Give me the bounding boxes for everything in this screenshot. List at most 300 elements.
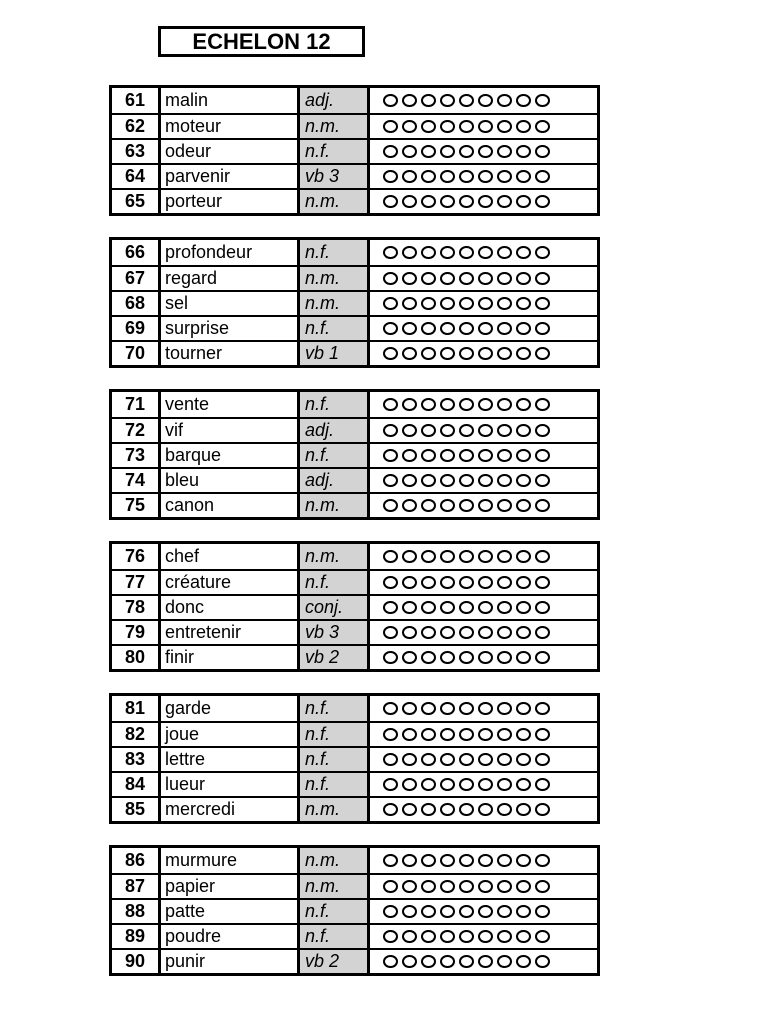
empty-circle-icon[interactable] <box>459 120 474 133</box>
empty-circle-icon[interactable] <box>383 702 398 715</box>
vocabulary-word: regard <box>161 267 300 290</box>
empty-circle-icon[interactable] <box>440 272 455 285</box>
empty-circle-icon[interactable] <box>516 347 531 360</box>
empty-circle-icon[interactable] <box>440 576 455 589</box>
empty-circle-icon[interactable] <box>440 905 455 918</box>
empty-circle-icon[interactable] <box>478 880 493 893</box>
empty-circle-icon[interactable] <box>459 930 474 943</box>
empty-circle-icon[interactable] <box>440 930 455 943</box>
empty-circle-icon[interactable] <box>478 297 493 310</box>
empty-circle-icon[interactable] <box>497 322 512 335</box>
circle-track <box>370 646 597 669</box>
empty-circle-icon[interactable] <box>459 297 474 310</box>
vocabulary-word: poudre <box>161 925 300 948</box>
empty-circle-icon[interactable] <box>516 576 531 589</box>
empty-circle-icon[interactable] <box>459 170 474 183</box>
empty-circle-icon[interactable] <box>478 854 493 867</box>
empty-circle-icon[interactable] <box>440 449 455 462</box>
empty-circle-icon[interactable] <box>383 601 398 614</box>
empty-circle-icon[interactable] <box>459 702 474 715</box>
empty-circle-icon[interactable] <box>497 120 512 133</box>
empty-circle-icon[interactable] <box>459 272 474 285</box>
empty-circle-icon[interactable] <box>459 880 474 893</box>
empty-circle-icon[interactable] <box>478 170 493 183</box>
empty-circle-icon[interactable] <box>459 753 474 766</box>
vocabulary-word: mercredi <box>161 798 300 821</box>
circle-track <box>370 267 597 290</box>
empty-circle-icon[interactable] <box>440 297 455 310</box>
circle-track <box>370 115 597 138</box>
empty-circle-icon[interactable] <box>421 854 436 867</box>
empty-circle-icon[interactable] <box>421 297 436 310</box>
empty-circle-icon[interactable] <box>459 424 474 437</box>
empty-circle-icon[interactable] <box>383 195 398 208</box>
empty-circle-icon[interactable] <box>478 145 493 158</box>
empty-circle-icon[interactable] <box>535 930 550 943</box>
empty-circle-icon[interactable] <box>402 626 417 639</box>
empty-circle-icon[interactable] <box>516 930 531 943</box>
empty-circle-icon[interactable] <box>440 880 455 893</box>
empty-circle-icon[interactable] <box>535 499 550 512</box>
empty-circle-icon[interactable] <box>535 550 550 563</box>
empty-circle-icon[interactable] <box>535 753 550 766</box>
empty-circle-icon[interactable] <box>459 651 474 664</box>
empty-circle-icon[interactable] <box>402 322 417 335</box>
empty-circle-icon[interactable] <box>497 297 512 310</box>
empty-circle-icon[interactable] <box>516 854 531 867</box>
empty-circle-icon[interactable] <box>402 880 417 893</box>
empty-circle-icon[interactable] <box>459 854 474 867</box>
empty-circle-icon[interactable] <box>497 803 512 816</box>
empty-circle-icon[interactable] <box>421 246 436 259</box>
empty-circle-icon[interactable] <box>383 246 398 259</box>
vocabulary-word: vente <box>161 392 300 417</box>
empty-circle-icon[interactable] <box>402 347 417 360</box>
empty-circle-icon[interactable] <box>402 246 417 259</box>
empty-circle-icon[interactable] <box>421 195 436 208</box>
empty-circle-icon[interactable] <box>440 550 455 563</box>
empty-circle-icon[interactable] <box>459 474 474 487</box>
empty-circle-icon[interactable] <box>497 880 512 893</box>
empty-circle-icon[interactable] <box>440 854 455 867</box>
empty-circle-icon[interactable] <box>497 272 512 285</box>
empty-circle-icon[interactable] <box>516 449 531 462</box>
empty-circle-icon[interactable] <box>440 195 455 208</box>
empty-circle-icon[interactable] <box>516 195 531 208</box>
empty-circle-icon[interactable] <box>421 272 436 285</box>
empty-circle-icon[interactable] <box>383 272 398 285</box>
empty-circle-icon[interactable] <box>421 905 436 918</box>
empty-circle-icon[interactable] <box>478 955 493 968</box>
empty-circle-icon[interactable] <box>535 195 550 208</box>
empty-circle-icon[interactable] <box>516 702 531 715</box>
empty-circle-icon[interactable] <box>402 398 417 411</box>
empty-circle-icon[interactable] <box>459 905 474 918</box>
empty-circle-icon[interactable] <box>535 120 550 133</box>
empty-circle-icon[interactable] <box>440 322 455 335</box>
vocabulary-word: profondeur <box>161 240 300 265</box>
item-number: 78 <box>112 596 161 619</box>
empty-circle-icon[interactable] <box>535 728 550 741</box>
empty-circle-icon[interactable] <box>516 272 531 285</box>
empty-circle-icon[interactable] <box>402 854 417 867</box>
empty-circle-icon[interactable] <box>383 803 398 816</box>
empty-circle-icon[interactable] <box>421 449 436 462</box>
empty-circle-icon[interactable] <box>497 753 512 766</box>
empty-circle-icon[interactable] <box>402 474 417 487</box>
empty-circle-icon[interactable] <box>402 702 417 715</box>
empty-circle-icon[interactable] <box>535 322 550 335</box>
empty-circle-icon[interactable] <box>535 601 550 614</box>
circle-track <box>370 596 597 619</box>
empty-circle-icon[interactable] <box>497 246 512 259</box>
empty-circle-icon[interactable] <box>478 778 493 791</box>
empty-circle-icon[interactable] <box>497 499 512 512</box>
empty-circle-icon[interactable] <box>459 778 474 791</box>
empty-circle-icon[interactable] <box>402 728 417 741</box>
empty-circle-icon[interactable] <box>497 930 512 943</box>
vocabulary-word: créature <box>161 571 300 594</box>
empty-circle-icon[interactable] <box>402 803 417 816</box>
empty-circle-icon[interactable] <box>535 246 550 259</box>
empty-circle-icon[interactable] <box>421 94 436 107</box>
empty-circle-icon[interactable] <box>478 120 493 133</box>
empty-circle-icon[interactable] <box>402 905 417 918</box>
empty-circle-icon[interactable] <box>497 905 512 918</box>
empty-circle-icon[interactable] <box>516 499 531 512</box>
empty-circle-icon[interactable] <box>383 120 398 133</box>
empty-circle-icon[interactable] <box>478 905 493 918</box>
empty-circle-icon[interactable] <box>535 297 550 310</box>
table-row <box>112 138 597 163</box>
empty-circle-icon[interactable] <box>516 803 531 816</box>
empty-circle-icon[interactable] <box>478 94 493 107</box>
empty-circle-icon[interactable] <box>402 955 417 968</box>
empty-circle-icon[interactable] <box>516 550 531 563</box>
empty-circle-icon[interactable] <box>383 347 398 360</box>
part-of-speech: n.f. <box>300 900 370 923</box>
empty-circle-icon[interactable] <box>516 322 531 335</box>
empty-circle-icon[interactable] <box>478 930 493 943</box>
empty-circle-icon[interactable] <box>497 170 512 183</box>
empty-circle-icon[interactable] <box>516 297 531 310</box>
empty-circle-icon[interactable] <box>440 347 455 360</box>
empty-circle-icon[interactable] <box>402 195 417 208</box>
empty-circle-icon[interactable] <box>421 803 436 816</box>
empty-circle-icon[interactable] <box>383 880 398 893</box>
empty-circle-icon[interactable] <box>402 94 417 107</box>
empty-circle-icon[interactable] <box>497 728 512 741</box>
empty-circle-icon[interactable] <box>535 94 550 107</box>
empty-circle-icon[interactable] <box>440 246 455 259</box>
item-number: 69 <box>112 317 161 340</box>
empty-circle-icon[interactable] <box>421 550 436 563</box>
empty-circle-icon[interactable] <box>459 576 474 589</box>
empty-circle-icon[interactable] <box>535 626 550 639</box>
part-of-speech: n.f. <box>300 773 370 796</box>
empty-circle-icon[interactable] <box>516 424 531 437</box>
empty-circle-icon[interactable] <box>383 398 398 411</box>
empty-circle-icon[interactable] <box>383 651 398 664</box>
empty-circle-icon[interactable] <box>421 474 436 487</box>
empty-circle-icon[interactable] <box>440 651 455 664</box>
empty-circle-icon[interactable] <box>535 424 550 437</box>
empty-circle-icon[interactable] <box>478 550 493 563</box>
empty-circle-icon[interactable] <box>535 854 550 867</box>
empty-circle-icon[interactable] <box>516 246 531 259</box>
empty-circle-icon[interactable] <box>535 474 550 487</box>
empty-circle-icon[interactable] <box>459 550 474 563</box>
empty-circle-icon[interactable] <box>497 145 512 158</box>
empty-circle-icon[interactable] <box>497 474 512 487</box>
empty-circle-icon[interactable] <box>383 728 398 741</box>
empty-circle-icon[interactable] <box>440 499 455 512</box>
empty-circle-icon[interactable] <box>402 753 417 766</box>
empty-circle-icon[interactable] <box>535 398 550 411</box>
empty-circle-icon[interactable] <box>459 955 474 968</box>
empty-circle-icon[interactable] <box>497 854 512 867</box>
empty-circle-icon[interactable] <box>421 347 436 360</box>
empty-circle-icon[interactable] <box>383 854 398 867</box>
empty-circle-icon[interactable] <box>459 626 474 639</box>
empty-circle-icon[interactable] <box>516 905 531 918</box>
empty-circle-icon[interactable] <box>440 398 455 411</box>
empty-circle-icon[interactable] <box>383 576 398 589</box>
empty-circle-icon[interactable] <box>535 955 550 968</box>
empty-circle-icon[interactable] <box>402 576 417 589</box>
empty-circle-icon[interactable] <box>402 778 417 791</box>
empty-circle-icon[interactable] <box>516 753 531 766</box>
empty-circle-icon[interactable] <box>421 651 436 664</box>
empty-circle-icon[interactable] <box>459 94 474 107</box>
empty-circle-icon[interactable] <box>459 601 474 614</box>
empty-circle-icon[interactable] <box>535 170 550 183</box>
empty-circle-icon[interactable] <box>459 398 474 411</box>
empty-circle-icon[interactable] <box>402 449 417 462</box>
empty-circle-icon[interactable] <box>383 905 398 918</box>
empty-circle-icon[interactable] <box>421 424 436 437</box>
empty-circle-icon[interactable] <box>535 651 550 664</box>
part-of-speech: n.m. <box>300 798 370 821</box>
empty-circle-icon[interactable] <box>478 347 493 360</box>
empty-circle-icon[interactable] <box>516 120 531 133</box>
empty-circle-icon[interactable] <box>440 955 455 968</box>
empty-circle-icon[interactable] <box>478 702 493 715</box>
empty-circle-icon[interactable] <box>440 120 455 133</box>
empty-circle-icon[interactable] <box>535 702 550 715</box>
part-of-speech: n.f. <box>300 240 370 265</box>
empty-circle-icon[interactable] <box>516 778 531 791</box>
empty-circle-icon[interactable] <box>516 955 531 968</box>
empty-circle-icon[interactable] <box>383 449 398 462</box>
empty-circle-icon[interactable] <box>497 94 512 107</box>
part-of-speech: n.f. <box>300 140 370 163</box>
empty-circle-icon[interactable] <box>478 424 493 437</box>
empty-circle-icon[interactable] <box>421 626 436 639</box>
empty-circle-icon[interactable] <box>459 322 474 335</box>
empty-circle-icon[interactable] <box>402 170 417 183</box>
empty-circle-icon[interactable] <box>440 474 455 487</box>
empty-circle-icon[interactable] <box>440 145 455 158</box>
circle-track <box>370 165 597 188</box>
empty-circle-icon[interactable] <box>516 626 531 639</box>
circle-track <box>370 723 597 746</box>
empty-circle-icon[interactable] <box>535 449 550 462</box>
empty-circle-icon[interactable] <box>497 576 512 589</box>
empty-circle-icon[interactable] <box>535 880 550 893</box>
empty-circle-icon[interactable] <box>497 550 512 563</box>
empty-circle-icon[interactable] <box>535 576 550 589</box>
empty-circle-icon[interactable] <box>516 651 531 664</box>
empty-circle-icon[interactable] <box>440 778 455 791</box>
empty-circle-icon[interactable] <box>383 297 398 310</box>
empty-circle-icon[interactable] <box>535 803 550 816</box>
empty-circle-icon[interactable] <box>478 753 493 766</box>
empty-circle-icon[interactable] <box>516 474 531 487</box>
empty-circle-icon[interactable] <box>402 120 417 133</box>
empty-circle-icon[interactable] <box>383 94 398 107</box>
empty-circle-icon[interactable] <box>402 145 417 158</box>
empty-circle-icon[interactable] <box>383 170 398 183</box>
empty-circle-icon[interactable] <box>440 170 455 183</box>
empty-circle-icon[interactable] <box>478 246 493 259</box>
empty-circle-icon[interactable] <box>421 880 436 893</box>
empty-circle-icon[interactable] <box>497 195 512 208</box>
empty-circle-icon[interactable] <box>402 550 417 563</box>
empty-circle-icon[interactable] <box>478 499 493 512</box>
item-number: 71 <box>112 392 161 417</box>
empty-circle-icon[interactable] <box>478 322 493 335</box>
item-number: 86 <box>112 848 161 873</box>
empty-circle-icon[interactable] <box>383 626 398 639</box>
empty-circle-icon[interactable] <box>459 195 474 208</box>
empty-circle-icon[interactable] <box>383 753 398 766</box>
empty-circle-icon[interactable] <box>402 930 417 943</box>
empty-circle-icon[interactable] <box>478 576 493 589</box>
empty-circle-icon[interactable] <box>421 601 436 614</box>
empty-circle-icon[interactable] <box>478 626 493 639</box>
empty-circle-icon[interactable] <box>421 398 436 411</box>
empty-circle-icon[interactable] <box>497 626 512 639</box>
empty-circle-icon[interactable] <box>440 753 455 766</box>
empty-circle-icon[interactable] <box>497 651 512 664</box>
empty-circle-icon[interactable] <box>459 803 474 816</box>
empty-circle-icon[interactable] <box>383 499 398 512</box>
empty-circle-icon[interactable] <box>440 601 455 614</box>
empty-circle-icon[interactable] <box>383 145 398 158</box>
empty-circle-icon[interactable] <box>516 398 531 411</box>
empty-circle-icon[interactable] <box>440 728 455 741</box>
empty-circle-icon[interactable] <box>440 424 455 437</box>
empty-circle-icon[interactable] <box>421 170 436 183</box>
empty-circle-icon[interactable] <box>402 424 417 437</box>
empty-circle-icon[interactable] <box>383 778 398 791</box>
empty-circle-icon[interactable] <box>497 398 512 411</box>
empty-circle-icon[interactable] <box>440 626 455 639</box>
empty-circle-icon[interactable] <box>516 170 531 183</box>
empty-circle-icon[interactable] <box>421 955 436 968</box>
empty-circle-icon[interactable] <box>440 702 455 715</box>
empty-circle-icon[interactable] <box>383 955 398 968</box>
empty-circle-icon[interactable] <box>478 195 493 208</box>
empty-circle-icon[interactable] <box>535 778 550 791</box>
empty-circle-icon[interactable] <box>516 880 531 893</box>
empty-circle-icon[interactable] <box>478 803 493 816</box>
empty-circle-icon[interactable] <box>383 930 398 943</box>
empty-circle-icon[interactable] <box>383 550 398 563</box>
empty-circle-icon[interactable] <box>421 145 436 158</box>
empty-circle-icon[interactable] <box>421 120 436 133</box>
empty-circle-icon[interactable] <box>459 246 474 259</box>
empty-circle-icon[interactable] <box>459 347 474 360</box>
vocabulary-word: entretenir <box>161 621 300 644</box>
empty-circle-icon[interactable] <box>421 930 436 943</box>
empty-circle-icon[interactable] <box>383 322 398 335</box>
empty-circle-icon[interactable] <box>478 651 493 664</box>
empty-circle-icon[interactable] <box>478 398 493 411</box>
empty-circle-icon[interactable] <box>478 728 493 741</box>
empty-circle-icon[interactable] <box>497 424 512 437</box>
empty-circle-icon[interactable] <box>497 955 512 968</box>
empty-circle-icon[interactable] <box>459 499 474 512</box>
empty-circle-icon[interactable] <box>478 601 493 614</box>
empty-circle-icon[interactable] <box>478 474 493 487</box>
empty-circle-icon[interactable] <box>516 728 531 741</box>
empty-circle-icon[interactable] <box>516 94 531 107</box>
part-of-speech: n.m. <box>300 544 370 569</box>
empty-circle-icon[interactable] <box>497 778 512 791</box>
empty-circle-icon[interactable] <box>478 449 493 462</box>
empty-circle-icon[interactable] <box>497 347 512 360</box>
empty-circle-icon[interactable] <box>421 322 436 335</box>
empty-circle-icon[interactable] <box>516 601 531 614</box>
empty-circle-icon[interactable] <box>535 905 550 918</box>
empty-circle-icon[interactable] <box>421 702 436 715</box>
empty-circle-icon[interactable] <box>421 576 436 589</box>
empty-circle-icon[interactable] <box>516 145 531 158</box>
empty-circle-icon[interactable] <box>402 651 417 664</box>
word-group <box>109 237 600 368</box>
empty-circle-icon[interactable] <box>421 753 436 766</box>
empty-circle-icon[interactable] <box>459 449 474 462</box>
empty-circle-icon[interactable] <box>535 347 550 360</box>
empty-circle-icon[interactable] <box>535 145 550 158</box>
empty-circle-icon[interactable] <box>383 424 398 437</box>
empty-circle-icon[interactable] <box>402 297 417 310</box>
part-of-speech: adj. <box>300 88 370 113</box>
empty-circle-icon[interactable] <box>421 728 436 741</box>
empty-circle-icon[interactable] <box>383 474 398 487</box>
empty-circle-icon[interactable] <box>497 702 512 715</box>
circle-track <box>370 292 597 315</box>
empty-circle-icon[interactable] <box>478 272 493 285</box>
empty-circle-icon[interactable] <box>421 778 436 791</box>
empty-circle-icon[interactable] <box>497 601 512 614</box>
empty-circle-icon[interactable] <box>535 272 550 285</box>
vocabulary-word: surprise <box>161 317 300 340</box>
empty-circle-icon[interactable] <box>402 601 417 614</box>
empty-circle-icon[interactable] <box>459 728 474 741</box>
item-number: 67 <box>112 267 161 290</box>
empty-circle-icon[interactable] <box>459 145 474 158</box>
vocabulary-word: barque <box>161 444 300 467</box>
empty-circle-icon[interactable] <box>440 803 455 816</box>
empty-circle-icon[interactable] <box>440 94 455 107</box>
empty-circle-icon[interactable] <box>402 272 417 285</box>
empty-circle-icon[interactable] <box>421 499 436 512</box>
empty-circle-icon[interactable] <box>497 449 512 462</box>
empty-circle-icon[interactable] <box>402 499 417 512</box>
